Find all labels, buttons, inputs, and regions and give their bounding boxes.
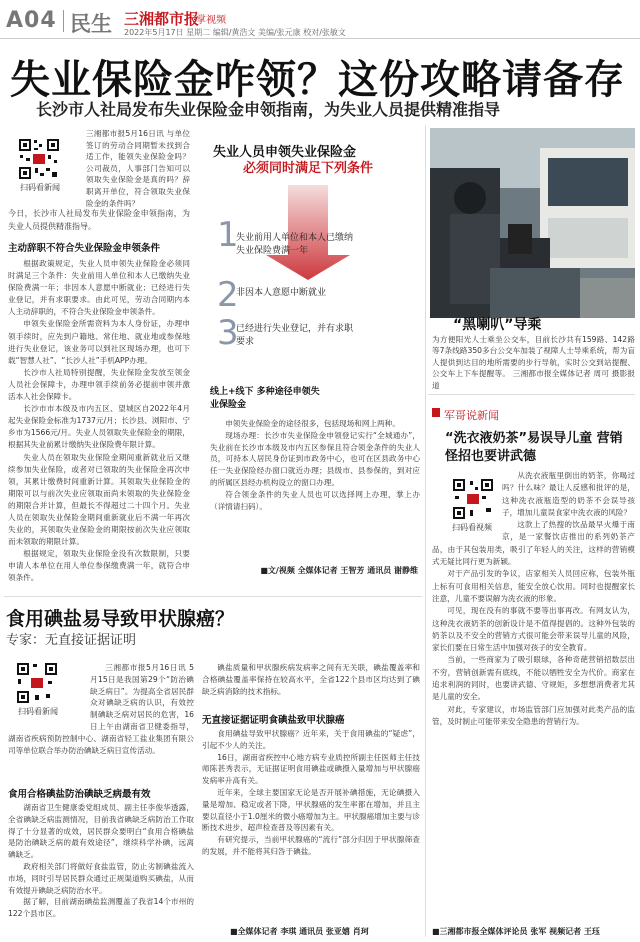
divider	[428, 394, 635, 395]
photo-caption	[432, 334, 635, 390]
paragraph: 长沙市市本级及市内五区、望城区自2022年4月起失业保险金标准为1737元/月；长沙县、浏阳市、宁乡市为1566元/月。失业人员领取失业保险金的期限，根据其失业前累计缴纳失业保险费年限计算。	[8, 404, 190, 450]
paragraph: 碘盐质量和甲状腺疾病发病率之间有无关联，碘盐覆盖率和合格碘盐覆盖率保持在较高水平，全省122个县市区均达到了碘缺乏病消除的技术指标。	[202, 663, 420, 696]
header-divider	[63, 10, 64, 32]
issue-meta: 2022年5月17日 星期二 编辑/黄浩文 美编/张元康 校对/张敏文	[124, 28, 346, 37]
qr-float-space	[432, 470, 502, 535]
article3-col2	[202, 662, 420, 710]
paragraph: 16日，湖南省疾控中心地方病专业质控所副主任医师主任技师陈甚秀表示，无证据证明食用碘盐或碘摄入量增加与甲状腺癌发病率升高有关。	[202, 752, 420, 786]
article2-body	[432, 470, 635, 925]
article1-intro	[86, 128, 190, 208]
column-tag: 军哥说新闻	[444, 409, 499, 422]
qr-float-space	[8, 662, 90, 722]
article2-headline: “洗衣液奶茶”易误导儿童 营销怪招也要讲武德	[445, 431, 623, 464]
section-name: 民生	[70, 12, 112, 36]
article1-byline: ■文/视频 全媒体记者 王智芳 通讯员 谢静维	[260, 566, 418, 575]
intro-text: 三湘都市报5月16日讯 与单位签订的劳动合同期暂未找到合适工作，能领失业保险金吗？公司裁员，人事部门告知可以领取失业保险金是真的吗？辞职离开单位，符合领取失业保险金的条件吗？	[86, 129, 190, 208]
paragraph: 政府相关部门将做好食盐监管，防止劣制碘盐流入市场，同时引导居民群众通过正规渠道购买碘盐，从而有效提升碘缺乏病防治水平。	[8, 861, 194, 895]
photo-text: 为方便阳光人士乘坐公交车，目前长沙共有159路、142路等7条线路350多台公交车加装了视障人士导乘系统，帮为盲人提供到达目的地所需要的步行导航，实时公交到站提醒、公交车上下车提醒等。	[432, 335, 635, 379]
article3-headline: 食用碘盐易导致甲状腺癌？	[6, 608, 235, 630]
column-divider	[425, 125, 426, 937]
article1-headline: 失业保险金咋领？这份攻略请备存	[10, 57, 625, 103]
divider	[4, 596, 422, 597]
page-number: A04	[6, 8, 57, 33]
paragraph: 据了解，目前湖南碘盐监测覆盖了我省14个市州的122个县市区。	[8, 897, 194, 919]
article1-subhead: 长沙市人社局发布失业保险金申领指南，为失业人员提供精准指导	[36, 100, 501, 119]
paragraph: 有研究提示，当前甲状腺癌的“流行”部分归因于甲状腺筛查的发展，并不能将其归咎于碘盐。	[202, 835, 420, 856]
tag-marker	[432, 408, 440, 417]
paragraph: 对于产品引发的争议，店家相关人员回应称，包装外瓶上标有可食用相关信息，能安全放心饮用。同时也提醒家长注意，儿童不要误解为洗衣液的形象。	[432, 569, 635, 603]
article3-col2b	[202, 728, 420, 924]
paragraph: 根据政策规定，失业人员申领失业保险金必须同时满足三个条件：失业前用人单位和本人已缴纳失业保险费满一年；非因本人意愿中断就业；已经进行失业登记，并有求职要求。由此可见，劳动合同期内本人主动辞职的，不符合失业保险金申领条件。	[8, 259, 190, 317]
article2-byline: ■三湘都市报全媒体评论员 张军 视频记者 王珏	[432, 927, 600, 936]
condition-text-1: 失业前用人单位和本人已缴纳失业保险费满一年	[236, 233, 354, 256]
condition-text-2: 非因本人意愿中断就业	[236, 288, 327, 298]
header-rule	[0, 38, 640, 39]
article1-subheading-a: 主动辞职不符合失业保险金申领条件	[8, 243, 161, 254]
paragraph: 符合领金条件的失业人员也可以选择网上办理，掌上办（详情请扫码）。	[210, 489, 420, 511]
article3-col1	[8, 802, 194, 937]
condition-number-1: 1	[217, 215, 239, 255]
page-header	[0, 0, 640, 40]
paragraph: 失业人员在领取失业保险金期间重新就业后又继续参加失业保险，或者对已领取的失业保险金再次申领，其累计缴费时间重新计算。其领取失业保险金的期限可以与前次失业应领取而尚未领取的失业保险金的期限合并计算，但最长不得超过二十四个月。失业人员在领取失业保险金期间重新就业后不满一年再次失业的，其领取失业保险金的期限按前次失业应领取而未领取的期限计算。	[8, 452, 190, 547]
article1-col2	[210, 418, 420, 568]
paragraph: 可见，现在没有的事就不要等出事再改。有网友认为，这种洗衣液奶茶的创新设计是不值得提倡的。这种外包装的奶茶以及不安全的营销方式很可能会带来误导儿童的风险，家长们要在日常生活中加强对孩子的安全教育。	[432, 606, 635, 653]
paragraph: 从洗衣液瓶里倒出的奶茶，你喝过吗？什么味？最让人反感和批评的是，这种洗衣液瓶造型的奶茶不会误导孩子，增加儿童误食家中洗衣液的风险？	[502, 471, 635, 517]
paragraph: 这款上了热搜的饮品最早火爆于南京，是一家餐饮店推出的系列奶茶产品，由于其包装用类，吸引了年轻人的关注，这样的营销模式无疑比同行更为新颖。	[432, 520, 635, 567]
bus-photo	[430, 128, 635, 318]
article3-byline: ■全媒体记者 李琪 通讯员 张亚嬉 肖珂	[230, 927, 369, 936]
qr-caption: 扫码看新闻	[20, 183, 60, 192]
paragraph: 长沙市人社局特别提醒，失业保险金发放至领金人员社会保障卡，办理申领手续前务必提前申领并激活本人社会保障卡。	[8, 367, 190, 402]
brand-sub: ·掌视频	[193, 15, 227, 26]
condition-number-3: 3	[217, 313, 239, 353]
paragraph: 近年来，全球主要国家无论是否开展补碘措施，无论碘摄入量是增加、稳定或者下降，甲状腺癌的发生率都在增加，并且主要以直径小于1.0厘米的微小癌增加为主。甲状腺癌增加主要与诊断技术进步、超声检查普及等因素有关。	[202, 787, 420, 833]
qr-code-icon[interactable]	[18, 138, 60, 180]
photo-title: “黑喇叭”导乘	[453, 317, 542, 333]
paragraph: 食用碘盐导致甲状腺癌？近年来，关于食用碘盐的“疑虑”，引起不少人的关注。	[202, 729, 420, 750]
infographic-title: 失业人员申领失业保险金	[213, 145, 357, 160]
article1-col1	[8, 258, 190, 583]
intro-text: 三湘都市报5月16日讯 5月15日是我国第29个“防治碘缺乏病日”。为提高全省居民群众对碘缺乏病的认识，有效控制碘缺乏病对居民的危害，16日上午由湖南省卫健委指导，湖南省疾病预防控制中心、湖南省轻工盐业集团有限公司等单位联合举办防治碘缺乏病日宣传活动。	[8, 663, 194, 755]
paragraph: 对此，专家建议，市场监管部门应加强对此类产品的监管，及时制止可能带来安全隐患的营销行为。	[432, 704, 635, 726]
paragraph: 湖南省卫生健康委党组成员、副主任李俊华透露，全省碘缺乏病监测情况，目前我省碘缺乏病防治工作取得了十分显著的成效，居民群众要明白“食用合格碘盐是防治碘缺乏病的最有效途径”，继续科学补碘，远离碘缺乏。	[8, 803, 194, 860]
today-text: 今日，长沙市人社局发布失业保险金申领指南，为失业人员提供精准指导。	[8, 209, 190, 231]
article1-today	[8, 208, 190, 234]
article1-col2-subheading: 线上+线下 多种途径申领失业保险金	[210, 387, 320, 410]
paragraph: 当前，一些商家为了吸引眼球，各种奇葩营销招数层出不穷，营销创新需有底线，不能以牺牲安全为代价。商家在追求利润的同时，也要讲武德、守规矩，多想想消费者尤其是儿童的安全。	[432, 655, 635, 702]
photo-credit: 三湘都市报全媒体记者 周可 摄影报道	[432, 369, 635, 390]
qr-caption: 扫码看新闻	[18, 707, 58, 716]
article3-subheading-b: 无直接证据证明食碘盐致甲状腺癌	[202, 715, 345, 726]
article3-subheading-a: 食用合格碘盐防治碘缺乏病最有效	[8, 789, 151, 800]
paragraph: 申领失业保险金的途径很多，包括现场和网上两种。	[225, 419, 400, 428]
paragraph: 申领失业保险金所需资料为本人身份证，办理申领手续时，应先到户籍地、常住地、就业地或参保地进行失业登记，该业务可以到社区现场办理，也可下载“智慧人社”、“长沙人社”手机APP办理。	[8, 319, 190, 365]
paragraph: 根据规定，领取失业保险金没有次数限制，只要申请人本单位在用人单位参保缴费满一年，就符合申领条件。	[8, 549, 190, 583]
infographic-conditions	[203, 135, 413, 465]
infographic-subtitle: 必须同时满足下列条件	[243, 161, 374, 176]
qr-caption: 扫码看视频	[452, 523, 492, 532]
article3-intro	[8, 662, 194, 780]
condition-number-2: 2	[217, 275, 239, 315]
newspaper-brand: 三湘都市报	[124, 10, 200, 28]
article3-subhead: 专家：无直接证据证明	[6, 633, 137, 648]
condition-text-3: 已经进行失业登记，并有求职要求	[236, 324, 354, 347]
paragraph: 现场办理：长沙市失业保险金申领登记实行“全城通办”，失业前在长沙市本级及市内五区参保且符合领金条件的失业人员，可持本人居民身份证到市政务中心，也可在区县政务中心任一失业保险经办窗口就近办理；县级市、县参保的，到对应的所属区县经办机构设立的窗口办理。	[210, 430, 420, 487]
